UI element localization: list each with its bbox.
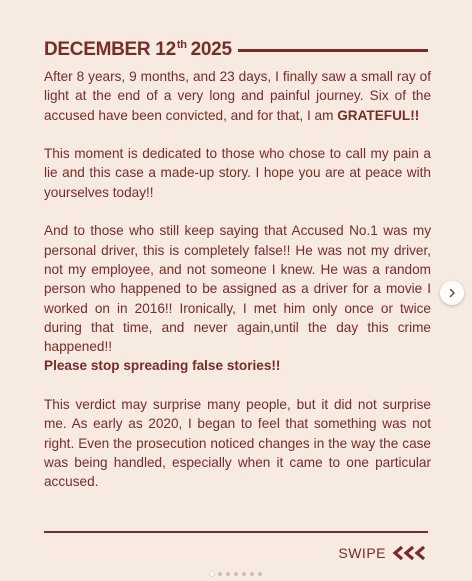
swipe-label: SWIPE: [338, 545, 386, 561]
carousel-next-button[interactable]: [440, 281, 464, 305]
grateful-emphasis: GRATEFUL!!: [337, 107, 420, 123]
carousel-dot[interactable]: [218, 572, 222, 576]
swipe-hint: [338, 545, 428, 561]
date-main: DECEMBER 12: [44, 38, 176, 60]
carousel-dot[interactable]: [234, 572, 238, 576]
false-stories-emphasis: Please stop spreading false stories!!: [44, 358, 281, 374]
paragraph-2: [44, 144, 431, 202]
paragraph-1: [44, 67, 431, 125]
paragraph-3: [44, 221, 431, 375]
date-year: 2025: [190, 38, 232, 60]
carousel-dot[interactable]: [226, 572, 230, 576]
carousel-dot[interactable]: [258, 572, 262, 576]
date-title: [44, 40, 232, 59]
carousel-dot[interactable]: [250, 572, 254, 576]
footer-divider: [44, 531, 428, 533]
date-heading: [44, 36, 428, 62]
carousel-dot[interactable]: [242, 572, 246, 576]
triple-chevron-left-icon: [392, 546, 428, 560]
carousel-indicator: [0, 572, 472, 576]
paragraph-4-text: This verdict may surprise many people, but it did not surprise me. As early as 2020, I began to feel that something was not right. Even the prosecution noticed changes in the way the case was being handled, especially when it came to one particular accused.: [44, 397, 431, 490]
paragraph-3-text: And to those who still keep saying that Accused No.1 was my personal driver, this is completely false!! He was not my driver, not my employee, and not someone I knew. He was a random person who happened to be assigned as a driver for a movie I worked on in 2016!! Ironically, I met him only once or twice during that time, and never again,until the day this crime happened!!: [44, 223, 431, 355]
paragraph-1-text: After 8 years, 9 months, and 23 days, I finally saw a small ray of light at the end of a very long and painful journey. Six of the accused have been convicted, and for that, I am: [44, 69, 431, 123]
carousel-dot[interactable]: [210, 572, 214, 576]
date-suffix: th: [176, 38, 187, 51]
paragraph-4: [44, 395, 431, 491]
statement-body: [44, 67, 431, 511]
heading-divider: [238, 49, 428, 52]
chevron-right-icon: [447, 288, 457, 298]
paragraph-2-text: This moment is dedicated to those who chose to call my pain a lie and this case a made-up story. I hope you are at peace with yourselves today!!: [44, 146, 431, 200]
